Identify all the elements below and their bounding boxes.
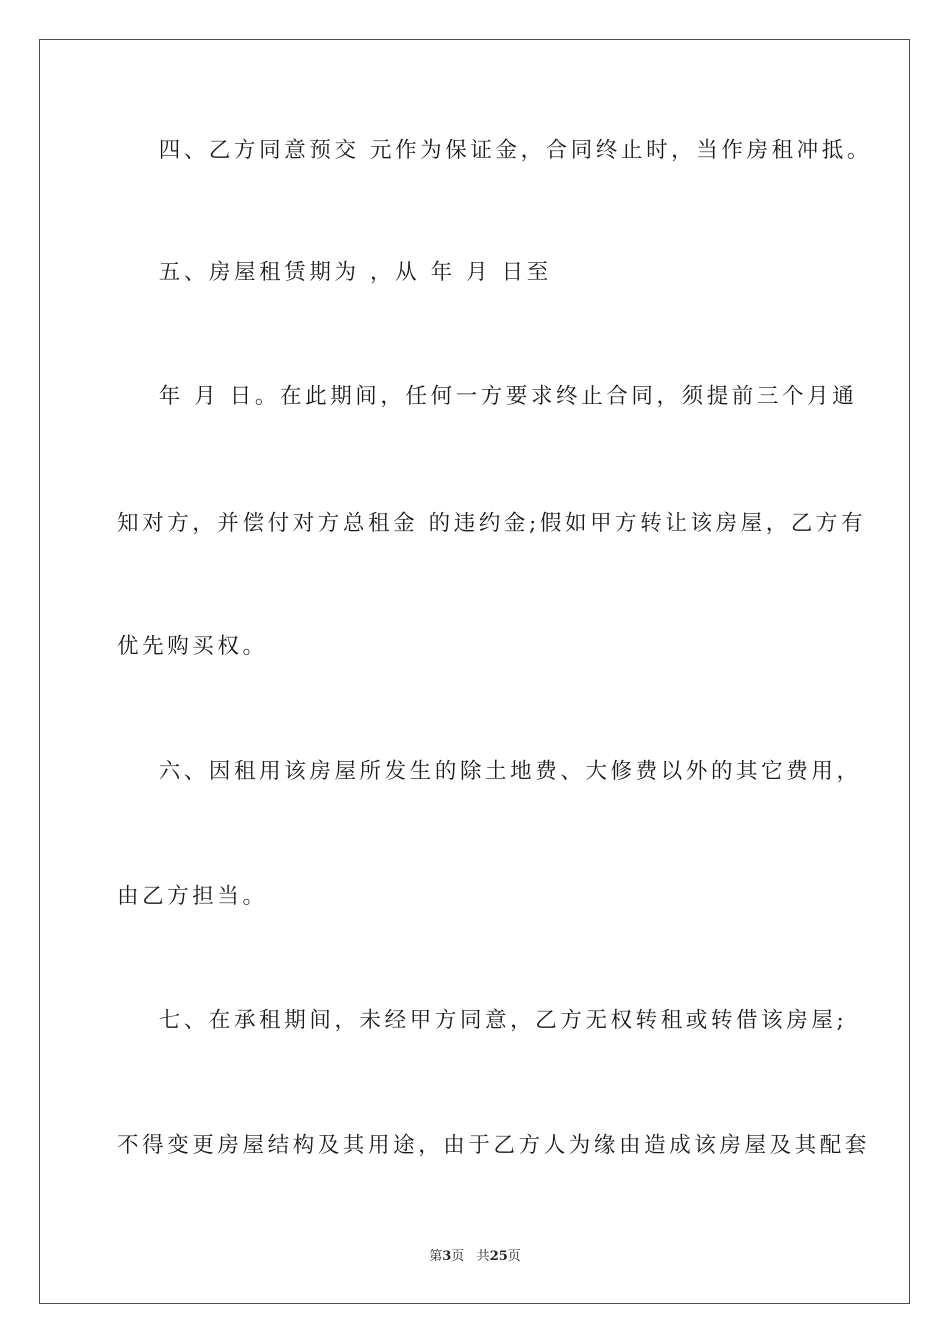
footer-total-unit: 页 bbox=[507, 1249, 521, 1264]
text-line-5: 优先购买权。 bbox=[117, 634, 268, 659]
page-border bbox=[39, 39, 910, 1304]
text-line-4: 知对方，并偿付对方总租金 的违约金;假如甲方转让该房屋，乙方有 bbox=[117, 511, 867, 536]
text-line-8: 七、在承租期间，未经甲方同意，乙方无权转租或转借该房屋; bbox=[117, 1008, 848, 1033]
footer-total-prefix: 共 bbox=[476, 1249, 490, 1264]
text-line-3: 年 月 日。在此期间，任何一方要求终止合同，须提前三个月通 bbox=[117, 384, 858, 409]
footer-total-pages: 25 bbox=[489, 1249, 508, 1264]
text-line-7: 由乙方担当。 bbox=[117, 884, 268, 909]
text-line-6: 六、因租用该房屋所发生的除土地费、大修费以外的其它费用， bbox=[117, 759, 862, 784]
text-line-9: 不得变更房屋结构及其用途，由于乙方人为缘由造成该房屋及其配套 bbox=[117, 1133, 871, 1158]
page-footer bbox=[0, 1248, 950, 1266]
footer-page-number: 3 bbox=[442, 1249, 452, 1264]
footer-page-unit: 页 bbox=[451, 1249, 465, 1264]
text-line-1: 四、乙方同意预交 元作为保证金，合同终止时，当作房租冲抵。 bbox=[117, 138, 872, 163]
footer-prefix: 第 bbox=[429, 1249, 443, 1264]
text-line-2: 五、房屋租赁期为 ，从 年 月 日至 bbox=[117, 260, 552, 285]
